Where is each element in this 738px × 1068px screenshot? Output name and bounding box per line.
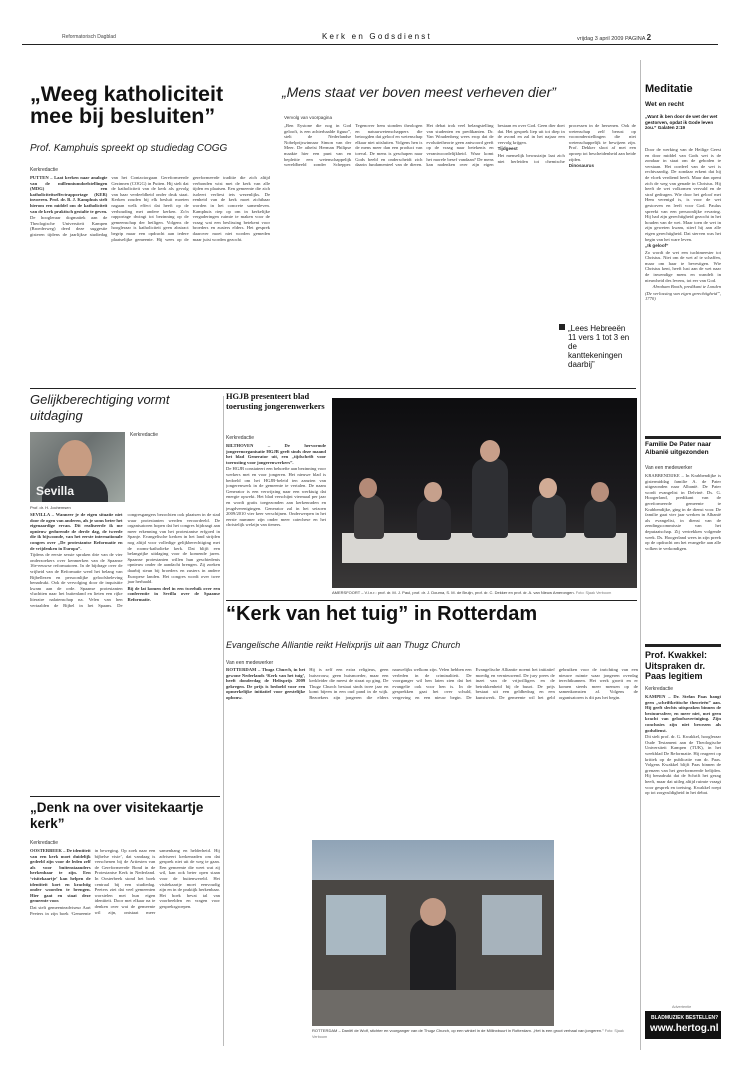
debate-photo bbox=[332, 398, 637, 588]
person-head bbox=[420, 898, 446, 926]
hgjb-lead: BILTHOVEN – De hervormde jongerenorganisatie HGJB geeft sinds deze maand het blad Generator uit, een „tijdschrift voor toerusting voor jongerenwerkers”. bbox=[226, 443, 326, 465]
kwakkel-lead: KAMPEN – Dr. Stefan Paas hangt geen „schriftkritische theorieën” aan. Hij geeft slechts uitspraken binnen de bestuurssfeer, en meer niet, met geen kracht van geloofsovertuiging. Zijn conclusies zijn niet bewezen als godsdienst. bbox=[645, 694, 721, 733]
hgjb-text: De HGJB constateert een behoefte aan bezinning voor werkers met en voor jongeren. Het nieuwe blad is bedoeld om het HGJB-beleid ten aanzien van jongerenwerk in de gemeente te vertalen. De naam Generator is een verwijzing naar een werktuig dat energie opwekt. Het blad verschijnt viermaal per jaar en wordt gratis toegezonden aan kerkenraden en jeugdverenigingen. Generator zal in het seizoen 2009/2010 vier keer verschijnen. Onderwerpen in het eerste nummer zijn onder meer catechese en het christelijk welzijn van tieners. bbox=[226, 466, 326, 528]
speaker-2 bbox=[417, 498, 451, 540]
lead-kicker: Kerkredactie bbox=[30, 167, 59, 173]
speaker-5 bbox=[584, 498, 616, 538]
speaker-4-head bbox=[539, 478, 557, 498]
page-label: PAGINA bbox=[625, 36, 646, 42]
pater-bar bbox=[645, 436, 721, 439]
kwakkel-article bbox=[645, 650, 721, 1010]
date-line bbox=[577, 33, 651, 42]
advert-line-1: BLADMUZIEK BESTELLEN? bbox=[651, 1015, 719, 1021]
pater-kicker: Van een medewerker bbox=[645, 465, 693, 471]
pavement bbox=[312, 990, 554, 1026]
kwakkel-bar bbox=[645, 644, 721, 647]
kwakkel-body bbox=[645, 694, 721, 992]
meditatie-subtitle: Wet en recht bbox=[645, 101, 684, 108]
mens-headline: „Mens staat ver boven meest verheven dier” bbox=[282, 84, 556, 100]
rotterdam-photo-credit: Foto: Sjaak Verboom bbox=[312, 1029, 624, 1039]
lead-body bbox=[30, 175, 270, 370]
debate-photo-credit: Foto: Sjaak Verboom bbox=[575, 591, 612, 595]
meditatie-text-2: Zo wordt de wet een tuchtmeester tot Christus. Niet om de wet af te schaffen, maar om haar te bevestigen. Wie Christus kent, heeft lust aan de wet naar de inwendige mens en wandelt in nieuwheid des levens, tot eer van God. bbox=[645, 249, 721, 283]
mens-subhead-tijdgeest: Tijdgeest bbox=[497, 146, 518, 152]
paper-name: Reformatorisch Dagblad bbox=[62, 34, 116, 40]
speaker-2-head bbox=[424, 482, 442, 502]
denk-headline: „Denk na over visitekaartje kerk” bbox=[30, 800, 204, 831]
rotterdam-subhead: Evangelische Alliantie reikt Helixprijs uit aan Thugz Church bbox=[226, 640, 461, 650]
hgjb-headline: HGJB presenteert blad toerusting jongerenwerkers bbox=[226, 392, 325, 411]
section-title: Kerk en Godsdienst bbox=[322, 32, 432, 41]
portrait-head bbox=[58, 440, 92, 480]
meditatie-signature: Abraham Booth, predikant te Londen bbox=[652, 284, 721, 290]
mens-pullquote-box bbox=[559, 324, 631, 372]
rotterdam-lead: ROTTERDAM – Thugz Church, in het gewone Nederlands ‘Kerk van het tuig’, heeft donderdag de Helixprijs 2009 gekregen. De prijs is bedoeld voor een opmerkelijke initiatief voor geestelijke opbouw. bbox=[226, 667, 306, 700]
section-rule-3 bbox=[30, 796, 220, 797]
photo-overlay-label: Sevilla bbox=[36, 484, 75, 498]
pullquote-bar bbox=[559, 324, 565, 330]
kwakkel-text: Dit stelt prof. dr. G. Kwakkel, hoogleraar Oude Testament aan de Theologische Universiteit Kampen (TUK), in het weekblad De Reformatie. Hij reageert op kritiek op de publicatie van dr. Paas. Volgens Kwakkel blijft Paas binnen de grenzen van het gereformeerde belijden. Hij benadrukt dat de Schrift het gezag heeft, maar dat uitleg altijd ruimte vraagt voor gesprek en toetsing. Kwakkel roept op tot zorgvuldigheid in het debat. bbox=[645, 734, 721, 796]
page-number: 2 bbox=[646, 33, 652, 42]
advert-box[interactable] bbox=[645, 1011, 721, 1039]
gelijk-article bbox=[30, 392, 222, 792]
gelijk-body bbox=[30, 512, 220, 787]
mens-text: „Ben Eystone die nog in God gelooft, is een achterhaalde figuur”, stelt de Nederlandse Nobelprijswinnaar Simon van der Meer. De atheïst Herman Philipse maakte hier een punt van en bepleitte een wetenschappelijk wereldbeeld zonder Schepper. Tegenover hem stonden theologen en natuurwetenschappers die betoogden dat geloof en wetenschap elkaar niet uitsluiten. Volgens hen is de mens meer dan een product van toeval. De mens is geschapen naar Gods beeld en onderscheidt zich daarin fundamenteel van de dieren. Het debat trok veel belangstelling van studenten en predikanten. Dr. Van Woudenberg wees erop dat de evolutietheorie geen antwoord geeft op de vraag naar betekenis en verantwoordelijkheid. Waar komt het morele besef vandaan? De mens kan nadenken over zijn eigen bestaan en over God. Geen dier doet dat. Het gesprek liep uit tot diep in de avond en zal in het najaar een vervolg krijgen. bbox=[284, 123, 565, 168]
section-rule-2 bbox=[226, 600, 637, 601]
advert-label: Advertentie bbox=[672, 1005, 692, 1009]
column-divider-right bbox=[640, 60, 641, 1050]
rotterdam-kicker: Van een medewerker bbox=[226, 660, 274, 666]
column-divider-middle bbox=[223, 396, 224, 1046]
mens-article bbox=[282, 52, 638, 384]
lead-text: De hoogleraar dogmatiek aan de Theologische Universiteit Kampen (Broederweg) deed deze suggestie gisteren tijdens de jaarlijkse studiedag van het Contactorgaan Gereformeerde Gezinnen (COGG) in Putten. Hij stelt dat de katholiciteit van de kerk als gevolg van haar verdeeldheid onder druk staat. Kerken zouden bij elk besluit moeten nagaan welk effect dat heeft op de verhouding met andere kerken. Zo'n rapportage dwingt tot bezinning op de gemeenschap der heiligen. Volgens de hoogleraar is katholiciteit geen abstract begrip maar een opdracht aan iedere plaatselijke gemeente. Hij wees op de gereformeerde traditie die zich altijd verbonden wist met de kerk van alle tijden en plaatsen. Een gemeente die zich isoleert verliest iets wezenlijks. De eenheid van de kerk moet zichtbaar worden in het concrete samenleven. Kamphuis riep op om in kerkelijke vergaderingen ruimte te maken voor de vraag wat een beslissing betekent voor broeders en zusters elders. Het gesprek daarover moet niet worden gemeden maar juist worden gezocht. bbox=[30, 175, 270, 242]
window-left bbox=[326, 895, 386, 955]
meditatie-text: Door de werking van de Heilige Geest en door middel van Gods wet is de zondaar in staat om de geboden te verstaan. Het oordeel van de wet is rechtvaardig. De zondaar erkent dat hij de vloek verdiend heeft. Maar dan opent zich de weg van genade in Christus. Hij heeft de wet volkomen vervuld en de straf gedragen. Wie door het geloof met Hem verenigd is, is voor de wet gestorven en leeft voor God. Paulus spreekt van een persoonlijke ervaring. Hij had zijn gerechtigheid gezocht in het houden van de wet. Maar toen de wet in zijn geweten kwam, stierf hij aan alle eigen gerechtigheid. Dat sterven was het begin van het ware leven. bbox=[645, 147, 721, 242]
rotterdam-text: Hij is zelf een extra religieus, geen huisvrouw, geen huismoeder, maar een kerkleider die meest de straat op ging. De Thugz Church bestaat sinds twee jaar en komt bijeen in een oud pand in de wijk. Bezoekers zijn jongeren die elders nauwelijks welkom zijn. Velen hebben een verleden in de criminaliteit. De voorganger wil hen laten zien dat het evangelie ook voor hen is. In de gesprekken gaat het over schuld, vergeving en een nieuw begin. De Evangelische Alliantie noemt het initiatief moedig en vernieuwend. De jury prees de inzet van de vrijwilligers en de betrokkenheid bij de buurt. De prijs bestaat uit een geldbedrag en een kunstwerk. De gemeente wil het geld gebruiken voor de inrichting van een nieuwe ruimte waar jongeren overdag terechtkunnen. Het werk groeit en er komen steeds meer mensen op de samenkomsten af. Volgens de organisatoren is dit pas het begin. bbox=[309, 667, 638, 700]
mens-text-2: Het menselijk bewustzijn laat zich niet herleiden tot chemische processen in de hersenen. Ook de wetenschap zelf berust op vooronderstellingen die niet wetenschappelijk te bewijzen zijn. Prof. Dekker sloot af met een oproep tot bescheidenheid aan beide zijden. bbox=[497, 123, 636, 164]
pater-article bbox=[645, 441, 721, 621]
section-rule-1 bbox=[30, 388, 636, 389]
mens-subhead-dinosaurus: Dinosaurus bbox=[568, 163, 595, 169]
meditatie bbox=[645, 52, 721, 432]
lead-article bbox=[30, 84, 270, 384]
speaker-4 bbox=[532, 494, 566, 538]
hgjb-kicker: Kerkredactie bbox=[226, 435, 255, 441]
speaker-1-head bbox=[359, 478, 377, 498]
window-right bbox=[482, 895, 542, 955]
rotterdam-photo bbox=[312, 840, 554, 1026]
gelijk-kicker: Kerkredactie bbox=[130, 432, 159, 438]
mens-pullquote: „Lees Hebreeën 11 vers 1 tot 3 en de kanttekeningen daarbij” bbox=[568, 324, 630, 369]
gelijk-photo-caption: Prof. dr. H. Jochemsen bbox=[30, 505, 71, 510]
mens-kicker: Vervolg van voorpagina bbox=[284, 115, 333, 120]
debate-caption-text: AMERSFOORT – V.l.n.r.: prof. dr. M. J. Paul, prof. dr. J. Douma, S. M. de Bruijn, prof. dr. C. Dekker en prof. dr. A. van Nieuw Amerongen. bbox=[332, 590, 575, 595]
kwakkel-headline: Prof. Kwakkel: Uitspraken dr. Paas legitiem bbox=[645, 650, 708, 681]
meditatie-subhead: „Ik geloof” bbox=[645, 243, 669, 249]
lead-headline: „Weeg katholiciteit mee bij besluiten” bbox=[30, 82, 224, 128]
pater-body: KRABBENDIJKE – In Krabbendijke is gistermiddag familie A. de Pater uitgezonden naar Albanië. De Pater wordt evangelist in Delvinë. Ds. G. Hoogerland, predikant van de gereformeerde gemeente te Krabbendijke, ging in de dienst voor. De familie gaat vier jaar werken in Albanië als evangelist, in dienst van de zendingscommissie van het deputaatschap. Zij vertrekken volgende week. Ds. Hoogerland wees in zijn preek op de opdracht om het evangelie aan alle volken te verkondigen. bbox=[645, 473, 721, 551]
masthead-rule bbox=[22, 44, 718, 45]
gelijk-headline: Gelijkberechtiging vormt uitdaging bbox=[30, 392, 170, 423]
speaker-3-head bbox=[480, 440, 500, 462]
gelijk-footer: Bij de lat komen deel in een tweeluik over een conferentie in Sevilla over de Spaanse Reformatie. bbox=[127, 585, 220, 602]
jochemsen-photo bbox=[30, 432, 125, 502]
meditatie-body bbox=[645, 147, 721, 467]
rotterdam-caption-text: ROTTERDAM – Daniël de Wolf, stichter en voorganger van de Thugz Church, op een winkel in de Millinxbuurt in Rotterdam. „Het is een groot verhaal van jongeren.” bbox=[312, 1028, 604, 1033]
meditatie-verse: „Want ik ben door de wet der wet gestorven, opdat ik Gode leven zou.” Galaten 2:19 bbox=[645, 114, 718, 131]
pater-headline: Familie De Pater naar Albanië uitgezonden bbox=[645, 441, 712, 456]
denk-lead: OOSTERBEEK – De identiteit van een kerk moet duidelijk gedeeld zijn voor de leden zelf als voor buitenstaanders herkenbaar te zijn. Een ‘visitekaartje’ kan helpen de identiteit kort en krachtig onder woorden te brengen. Hier gaat en staat deze gemeente voor. bbox=[30, 848, 91, 904]
gelijk-text: Tijdens de eerste sessie spraken drie van de vier onderzoekers over kenmerken van de Spaanse 16e-eeuwse reformatoren. In de bijdrage over de vrijheid van de Reformatie werd het belang van Bijbellezen en persoonlijke geloofsbeleving benadrukt. Ook de vervolging door de inquisitie kwam aan de orde. Spaanse protestanten vluchtten naar het buitenland en lieten een rijke literaire nalatenschap na. Velen van hen vertaalden de Bijbel in het Spaans. De congresgangers bezochten ook plaatsen in de stad waar protestanten werden veroordeeld. De organisatoren hopen dat het congres bijdraagt aan meer erkenning van het protestantse erfgoed in Spanje. Evangelische kerken in het land strijden nog altijd voor volledige gelijkberechtiging met de rooms-katholieke kerk. Dat blijft een belangrijke uitdaging voor de komende jaren. Spaanse protestanten willen hun geschiedenis opnieuw onder de aandacht brengen. Zij zoeken daarbij steun bij broeders en zusters in andere Europese landen. Het congres wordt over twee jaar herhaald. bbox=[30, 512, 220, 608]
rotterdam-headline: “Kerk van het tuig” in Rotterdam bbox=[226, 603, 538, 625]
meditatie-note: (De verlossing van eigen gerechtigheid”, 1770) bbox=[645, 290, 721, 302]
debate-photo-caption bbox=[332, 590, 637, 595]
lead-subhead: Prof. Kamphuis spreekt op studiedag COGG bbox=[30, 143, 228, 154]
speaker-5-head bbox=[591, 482, 609, 502]
meditatie-title: Meditatie bbox=[645, 83, 693, 95]
denk-article bbox=[30, 800, 220, 1050]
kwakkel-kicker: Kerkredactie bbox=[645, 686, 674, 692]
lead-intro: PUTTEN – Laat kerken naar analogie van de millenniumdoelstellingen (MDG) een katholiciteitseffectrapportage (KER) invoeren. Prof. dr. B. J. Kamphuis stelt hierom een middel om de katholiciteit van de kerk praktisch gestalte te geven. bbox=[30, 175, 108, 214]
advert-line-2: www.hertog.nl bbox=[650, 1023, 719, 1034]
speaker-3 bbox=[472, 458, 508, 538]
gelijk-lead: SEVILLA – Wanneer je de eigen situatie niet door de ogen van anderen, als je soms beter het eigenaardige ervan. Dit realiseerde ik me opnieuw gedurende de derde dag, de tweede die ik bijwoonde, van het eerste internationale congres over „De protestantse Reformatie en de vrijdenken in Europa”. bbox=[30, 512, 123, 551]
date: vrijdag 3 april 2009 bbox=[577, 36, 624, 42]
denk-text: Dat stelt gemeenteadviseur Aart Peeters in zijn boek ‘Gemeente in beweging. Op zoek naar een bijbelse visie’, dat vandaag is verschenen bij de Artiesten van de Gereformeerde Bond in de Protestantse Kerk in Nederland. In Oosterbeek stond het boek centraal bij een studiedag. Peeters ziet dat veel gemeenten worstelen met hun eigen identiteit. Door met elkaar na te denken over wat de gemeente wil zijn, ontstaat meer samenhang en helderheid. Hij adviseert kerkenraden om dat gesprek niet uit de weg te gaan. Een gemeente die weet wat zij wil, kan ook beter open staan voor de buitenwereld. Het visitekaartje moet eenvoudig zijn en in de praktijk herkenbaar. Het boek bevat tal van voorbeelden en vragen voor gespreksgroepen. bbox=[30, 848, 220, 916]
denk-kicker: Kerkredactie bbox=[30, 840, 59, 846]
denk-body bbox=[30, 848, 220, 1048]
rotterdam-photo-caption bbox=[312, 1028, 638, 1040]
speaker-1 bbox=[354, 494, 384, 539]
